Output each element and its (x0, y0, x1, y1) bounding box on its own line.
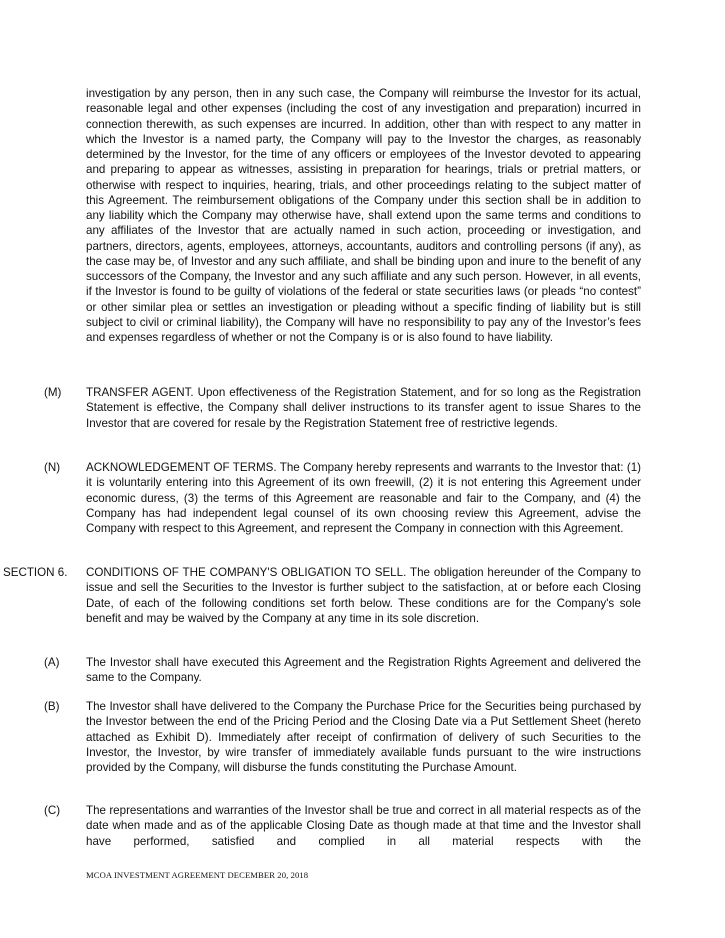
page-footer: MCOA INVESTMENT AGREEMENT DECEMBER 20, 2018 (86, 870, 309, 880)
condition-c-paragraph: The representations and warranties of the Investor shall be true and correct in all material respects as of the date when made and as of the applicable Closing Date as though made at that time and the Investor shall have performed, satisfied and complied in all material respects with the (86, 804, 641, 848)
acknowledgement-of-terms-paragraph: ACKNOWLEDGEMENT OF TERMS. The Company hereby represents and warrants to the Investor that: (1) it is voluntarily entering into this Agreement of its own freewill, (2) it is not entering this Agreement under economic duress, (3) the terms of this Agreement are reasonable and fair to the Company, and (4) the Company has had independent legal counsel of its own choosing review this Agreement, advise the Company with respect to this Agreement, and represent the Company in connection with this Agreement. (86, 461, 641, 535)
item-c-label: (C) (44, 804, 61, 817)
item-b-label: (B) (44, 700, 60, 713)
item-n-label: (N) (44, 461, 61, 474)
condition-a-paragraph: The Investor shall have executed this Agreement and the Registration Rights Agreement and delivered the same to the Company. (86, 656, 641, 685)
indemnification-continuation-paragraph: investigation by any person, then in any such case, the Company will reimburse the Investor for its actual, reasonable legal and other expenses (including the cost of any investigation and preparation) incurred in connection therewith, as such expenses are incurred. In addition, other than with respect to any matter in which the Investor is a named party, the Company will pay to the Investor the charges, as reasonably determined by the Investor, for the time of any officers or employees of the Investor devoted to appearing and preparing to appear as witnesses, assisting in preparation for hearings, trials or pretrial matters, or otherwise with respect to inquiries, hearing, trials, and other proceedings relating to the subject matter of this Agreement. The reimbursement obligations of the Company under this section shall be in addition to any liability which the Company may otherwise have, shall extend upon the same terms and conditions to any affiliates of the Investor that are actually named in such action, proceeding or investigation, and partners, directors, agents, employees, attorneys, accountants, auditors and controlling persons (if any), as the case may be, of Investor and any such affiliate, and shall be binding upon and inure to the benefit of any successors of the Company, the Investor and any such affiliate and any such person. However, in all events, if the Investor is found to be guilty of violations of the federal or state securities laws (or pleads “no contest” or other similar plea or settles an investigation or pleading without a specific finding of liability but is still subject to civil or criminal liability), the Company will have no responsibility to pay any of the Investor’s fees and expenses regardless of whether or not the Company is or is also found to have liability. (86, 87, 641, 344)
item-a-label: (A) (44, 656, 60, 669)
section-6-conditions-paragraph: CONDITIONS OF THE COMPANY'S OBLIGATION TO SELL. The obligation hereunder of the Company to issue and sell the Securities to the Investor is further subject to the satisfaction, at or before each Closing Date, of each of the following conditions set forth below. These conditions are for the Company's sole benefit and may be waived by the Company at any time in its sole discretion. (86, 566, 641, 625)
item-m-label: (M) (44, 386, 62, 399)
condition-b-paragraph: The Investor shall have delivered to the Company the Purchase Price for the Securities being purchased by the Investor between the end of the Pricing Period and the Closing Date via a Put Settlement Sheet (hereto attached as Exhibit D). Immediately after receipt of confirmation of delivery of such Securities to the Investor, the Investor, by wire transfer of immediately available funds pursuant to the wire instructions provided by the Company, will disburse the funds constituting the Purchase Amount. (86, 700, 641, 774)
section-6-label: SECTION 6. (3, 566, 68, 579)
transfer-agent-paragraph: TRANSFER AGENT. Upon effectiveness of the Registration Statement, and for so long as the Registration Statement is effective, the Company shall deliver instructions to its transfer agent to issue Shares to the Investor that are covered for resale by the Registration Statement free of restrictive legends. (86, 386, 641, 430)
